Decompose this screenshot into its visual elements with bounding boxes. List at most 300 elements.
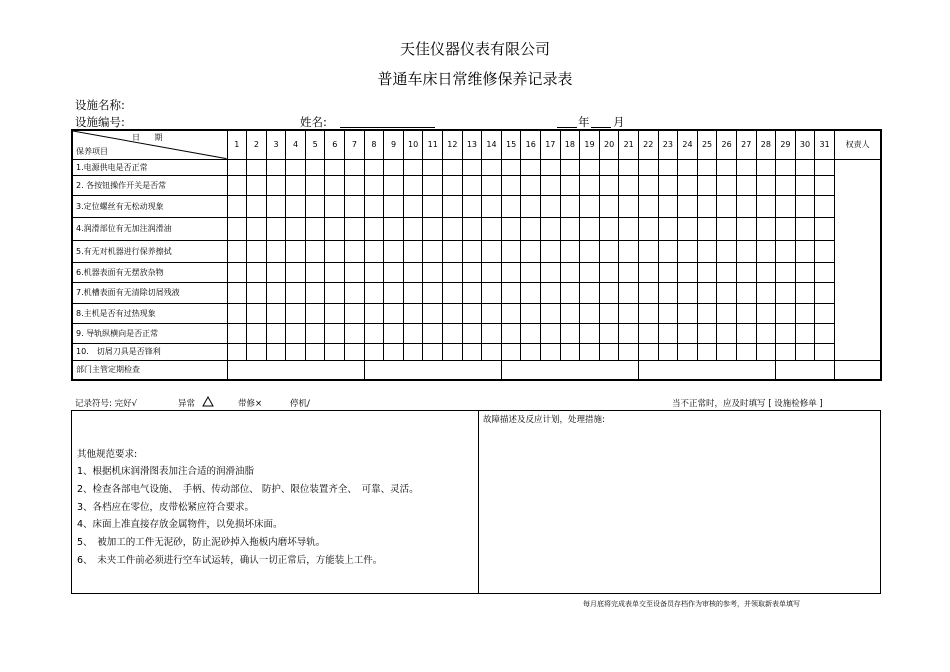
check-cell[interactable]	[697, 324, 717, 344]
check-cell[interactable]	[266, 159, 286, 176]
check-cell[interactable]	[756, 324, 776, 344]
check-cell[interactable]	[423, 343, 443, 360]
check-cell[interactable]	[599, 343, 619, 360]
check-cell[interactable]	[541, 196, 561, 218]
check-cell[interactable]	[599, 217, 619, 240]
check-cell[interactable]	[247, 262, 267, 282]
check-cell[interactable]	[795, 304, 815, 324]
check-cell[interactable]	[462, 240, 482, 262]
check-cell[interactable]	[286, 176, 306, 196]
check-cell[interactable]	[482, 217, 502, 240]
check-cell[interactable]	[736, 324, 756, 344]
check-cell[interactable]	[266, 324, 286, 344]
check-cell[interactable]	[815, 240, 835, 262]
check-cell[interactable]	[325, 176, 345, 196]
check-cell[interactable]	[345, 324, 365, 344]
check-cell[interactable]	[736, 176, 756, 196]
check-cell[interactable]	[325, 282, 345, 304]
check-cell[interactable]	[384, 176, 404, 196]
check-cell[interactable]	[658, 240, 678, 262]
check-cell[interactable]	[638, 159, 658, 176]
check-cell[interactable]	[482, 343, 502, 360]
check-cell[interactable]	[541, 262, 561, 282]
check-cell[interactable]	[717, 217, 737, 240]
check-cell[interactable]	[325, 196, 345, 218]
supervisor-owner-cell[interactable]	[834, 360, 881, 380]
check-cell[interactable]	[403, 240, 423, 262]
check-cell[interactable]	[541, 159, 561, 176]
check-cell[interactable]	[560, 262, 580, 282]
check-cell[interactable]	[776, 324, 796, 344]
check-cell[interactable]	[443, 304, 463, 324]
check-cell[interactable]	[756, 304, 776, 324]
check-cell[interactable]	[325, 217, 345, 240]
check-cell[interactable]	[736, 304, 756, 324]
check-cell[interactable]	[697, 159, 717, 176]
check-cell[interactable]	[815, 196, 835, 218]
check-cell[interactable]	[345, 159, 365, 176]
check-cell[interactable]	[815, 159, 835, 176]
check-cell[interactable]	[462, 176, 482, 196]
check-cell[interactable]	[227, 343, 247, 360]
check-cell[interactable]	[795, 159, 815, 176]
check-cell[interactable]	[443, 176, 463, 196]
check-cell[interactable]	[619, 176, 639, 196]
check-cell[interactable]	[305, 196, 325, 218]
check-cell[interactable]	[384, 304, 404, 324]
check-cell[interactable]	[756, 217, 776, 240]
check-cell[interactable]	[795, 282, 815, 304]
supervisor-check-cell[interactable]	[776, 360, 835, 380]
check-cell[interactable]	[286, 159, 306, 176]
check-cell[interactable]	[599, 304, 619, 324]
check-cell[interactable]	[619, 343, 639, 360]
check-cell[interactable]	[266, 176, 286, 196]
check-cell[interactable]	[423, 282, 443, 304]
check-cell[interactable]	[541, 343, 561, 360]
check-cell[interactable]	[364, 282, 384, 304]
check-cell[interactable]	[227, 324, 247, 344]
check-cell[interactable]	[736, 282, 756, 304]
check-cell[interactable]	[599, 240, 619, 262]
check-cell[interactable]	[325, 240, 345, 262]
check-cell[interactable]	[697, 176, 717, 196]
check-cell[interactable]	[247, 217, 267, 240]
check-cell[interactable]	[501, 262, 521, 282]
check-cell[interactable]	[736, 262, 756, 282]
check-cell[interactable]	[443, 217, 463, 240]
check-cell[interactable]	[776, 262, 796, 282]
check-cell[interactable]	[227, 282, 247, 304]
check-cell[interactable]	[756, 262, 776, 282]
check-cell[interactable]	[403, 217, 423, 240]
name-field[interactable]	[340, 127, 435, 128]
check-cell[interactable]	[580, 304, 600, 324]
check-cell[interactable]	[521, 262, 541, 282]
check-cell[interactable]	[678, 343, 698, 360]
check-cell[interactable]	[462, 343, 482, 360]
check-cell[interactable]	[560, 217, 580, 240]
check-cell[interactable]	[266, 282, 286, 304]
check-cell[interactable]	[541, 282, 561, 304]
check-cell[interactable]	[619, 196, 639, 218]
check-cell[interactable]	[305, 343, 325, 360]
check-cell[interactable]	[756, 159, 776, 176]
check-cell[interactable]	[795, 217, 815, 240]
check-cell[interactable]	[443, 240, 463, 262]
check-cell[interactable]	[384, 196, 404, 218]
check-cell[interactable]	[717, 159, 737, 176]
check-cell[interactable]	[501, 304, 521, 324]
check-cell[interactable]	[384, 324, 404, 344]
check-cell[interactable]	[580, 343, 600, 360]
check-cell[interactable]	[305, 324, 325, 344]
check-cell[interactable]	[678, 262, 698, 282]
check-cell[interactable]	[736, 196, 756, 218]
check-cell[interactable]	[521, 324, 541, 344]
check-cell[interactable]	[482, 324, 502, 344]
supervisor-check-cell[interactable]	[227, 360, 364, 380]
check-cell[interactable]	[227, 159, 247, 176]
check-cell[interactable]	[580, 176, 600, 196]
check-cell[interactable]	[638, 240, 658, 262]
check-cell[interactable]	[776, 217, 796, 240]
check-cell[interactable]	[697, 196, 717, 218]
check-cell[interactable]	[482, 176, 502, 196]
check-cell[interactable]	[501, 159, 521, 176]
check-cell[interactable]	[521, 196, 541, 218]
check-cell[interactable]	[795, 176, 815, 196]
check-cell[interactable]	[658, 304, 678, 324]
check-cell[interactable]	[403, 343, 423, 360]
check-cell[interactable]	[795, 343, 815, 360]
check-cell[interactable]	[247, 282, 267, 304]
check-cell[interactable]	[443, 196, 463, 218]
check-cell[interactable]	[266, 304, 286, 324]
check-cell[interactable]	[286, 196, 306, 218]
check-cell[interactable]	[462, 262, 482, 282]
check-cell[interactable]	[580, 324, 600, 344]
check-cell[interactable]	[286, 304, 306, 324]
check-cell[interactable]	[247, 240, 267, 262]
check-cell[interactable]	[776, 240, 796, 262]
check-cell[interactable]	[658, 159, 678, 176]
check-cell[interactable]	[305, 176, 325, 196]
check-cell[interactable]	[541, 240, 561, 262]
check-cell[interactable]	[560, 240, 580, 262]
check-cell[interactable]	[619, 262, 639, 282]
check-cell[interactable]	[345, 282, 365, 304]
check-cell[interactable]	[443, 262, 463, 282]
check-cell[interactable]	[599, 159, 619, 176]
check-cell[interactable]	[247, 159, 267, 176]
check-cell[interactable]	[364, 159, 384, 176]
check-cell[interactable]	[756, 240, 776, 262]
check-cell[interactable]	[599, 196, 619, 218]
check-cell[interactable]	[599, 282, 619, 304]
check-cell[interactable]	[619, 324, 639, 344]
check-cell[interactable]	[541, 217, 561, 240]
check-cell[interactable]	[423, 240, 443, 262]
check-cell[interactable]	[501, 196, 521, 218]
check-cell[interactable]	[638, 343, 658, 360]
check-cell[interactable]	[286, 343, 306, 360]
check-cell[interactable]	[521, 343, 541, 360]
check-cell[interactable]	[619, 282, 639, 304]
check-cell[interactable]	[580, 240, 600, 262]
check-cell[interactable]	[756, 196, 776, 218]
check-cell[interactable]	[482, 304, 502, 324]
check-cell[interactable]	[227, 262, 247, 282]
check-cell[interactable]	[286, 217, 306, 240]
check-cell[interactable]	[286, 282, 306, 304]
check-cell[interactable]	[717, 196, 737, 218]
check-cell[interactable]	[325, 324, 345, 344]
check-cell[interactable]	[658, 343, 678, 360]
check-cell[interactable]	[795, 262, 815, 282]
check-cell[interactable]	[482, 196, 502, 218]
check-cell[interactable]	[286, 240, 306, 262]
check-cell[interactable]	[305, 240, 325, 262]
check-cell[interactable]	[795, 196, 815, 218]
month-field[interactable]	[591, 127, 611, 128]
check-cell[interactable]	[501, 282, 521, 304]
check-cell[interactable]	[717, 343, 737, 360]
check-cell[interactable]	[227, 196, 247, 218]
check-cell[interactable]	[678, 240, 698, 262]
check-cell[interactable]	[638, 217, 658, 240]
check-cell[interactable]	[325, 159, 345, 176]
check-cell[interactable]	[815, 262, 835, 282]
check-cell[interactable]	[227, 240, 247, 262]
check-cell[interactable]	[305, 159, 325, 176]
check-cell[interactable]	[364, 176, 384, 196]
check-cell[interactable]	[560, 159, 580, 176]
check-cell[interactable]	[423, 196, 443, 218]
check-cell[interactable]	[443, 324, 463, 344]
check-cell[interactable]	[697, 262, 717, 282]
check-cell[interactable]	[227, 304, 247, 324]
check-cell[interactable]	[795, 240, 815, 262]
check-cell[interactable]	[443, 159, 463, 176]
check-cell[interactable]	[364, 240, 384, 262]
check-cell[interactable]	[541, 176, 561, 196]
check-cell[interactable]	[560, 196, 580, 218]
check-cell[interactable]	[678, 324, 698, 344]
check-cell[interactable]	[403, 282, 423, 304]
check-cell[interactable]	[795, 324, 815, 344]
check-cell[interactable]	[619, 240, 639, 262]
check-cell[interactable]	[658, 324, 678, 344]
check-cell[interactable]	[501, 240, 521, 262]
check-cell[interactable]	[423, 324, 443, 344]
check-cell[interactable]	[678, 159, 698, 176]
check-cell[interactable]	[658, 282, 678, 304]
check-cell[interactable]	[403, 176, 423, 196]
check-cell[interactable]	[423, 217, 443, 240]
check-cell[interactable]	[560, 176, 580, 196]
check-cell[interactable]	[638, 282, 658, 304]
check-cell[interactable]	[247, 196, 267, 218]
check-cell[interactable]	[403, 196, 423, 218]
check-cell[interactable]	[599, 262, 619, 282]
check-cell[interactable]	[560, 324, 580, 344]
check-cell[interactable]	[619, 217, 639, 240]
check-cell[interactable]	[776, 196, 796, 218]
check-cell[interactable]	[776, 343, 796, 360]
check-cell[interactable]	[462, 324, 482, 344]
check-cell[interactable]	[345, 176, 365, 196]
check-cell[interactable]	[560, 304, 580, 324]
check-cell[interactable]	[717, 240, 737, 262]
check-cell[interactable]	[658, 217, 678, 240]
check-cell[interactable]	[286, 262, 306, 282]
check-cell[interactable]	[364, 262, 384, 282]
check-cell[interactable]	[658, 262, 678, 282]
check-cell[interactable]	[638, 196, 658, 218]
check-cell[interactable]	[697, 282, 717, 304]
check-cell[interactable]	[619, 159, 639, 176]
check-cell[interactable]	[580, 159, 600, 176]
check-cell[interactable]	[423, 159, 443, 176]
check-cell[interactable]	[403, 304, 423, 324]
check-cell[interactable]	[345, 196, 365, 218]
check-cell[interactable]	[736, 217, 756, 240]
check-cell[interactable]	[345, 240, 365, 262]
supervisor-check-cell[interactable]	[638, 360, 775, 380]
check-cell[interactable]	[364, 304, 384, 324]
check-cell[interactable]	[247, 343, 267, 360]
check-cell[interactable]	[815, 324, 835, 344]
check-cell[interactable]	[678, 176, 698, 196]
check-cell[interactable]	[345, 304, 365, 324]
check-cell[interactable]	[266, 343, 286, 360]
check-cell[interactable]	[580, 262, 600, 282]
check-cell[interactable]	[266, 240, 286, 262]
check-cell[interactable]	[580, 282, 600, 304]
check-cell[interactable]	[305, 217, 325, 240]
check-cell[interactable]	[521, 159, 541, 176]
check-cell[interactable]	[364, 217, 384, 240]
check-cell[interactable]	[266, 196, 286, 218]
check-cell[interactable]	[345, 217, 365, 240]
check-cell[interactable]	[384, 343, 404, 360]
check-cell[interactable]	[580, 217, 600, 240]
check-cell[interactable]	[501, 217, 521, 240]
check-cell[interactable]	[482, 262, 502, 282]
check-cell[interactable]	[541, 304, 561, 324]
check-cell[interactable]	[717, 282, 737, 304]
check-cell[interactable]	[638, 304, 658, 324]
check-cell[interactable]	[638, 262, 658, 282]
check-cell[interactable]	[443, 282, 463, 304]
check-cell[interactable]	[717, 324, 737, 344]
check-cell[interactable]	[756, 176, 776, 196]
check-cell[interactable]	[403, 262, 423, 282]
check-cell[interactable]	[364, 324, 384, 344]
check-cell[interactable]	[462, 304, 482, 324]
check-cell[interactable]	[325, 262, 345, 282]
check-cell[interactable]	[756, 282, 776, 304]
owner-cell[interactable]	[834, 159, 881, 360]
check-cell[interactable]	[266, 217, 286, 240]
year-field[interactable]	[557, 127, 577, 128]
check-cell[interactable]	[462, 196, 482, 218]
check-cell[interactable]	[599, 176, 619, 196]
check-cell[interactable]	[521, 240, 541, 262]
check-cell[interactable]	[678, 196, 698, 218]
check-cell[interactable]	[521, 176, 541, 196]
check-cell[interactable]	[776, 304, 796, 324]
check-cell[interactable]	[560, 343, 580, 360]
check-cell[interactable]	[482, 159, 502, 176]
check-cell[interactable]	[227, 176, 247, 196]
check-cell[interactable]	[580, 196, 600, 218]
supervisor-check-cell[interactable]	[364, 360, 501, 380]
check-cell[interactable]	[501, 176, 521, 196]
check-cell[interactable]	[717, 304, 737, 324]
check-cell[interactable]	[736, 240, 756, 262]
check-cell[interactable]	[756, 343, 776, 360]
check-cell[interactable]	[776, 176, 796, 196]
check-cell[interactable]	[305, 282, 325, 304]
check-cell[interactable]	[638, 176, 658, 196]
check-cell[interactable]	[815, 343, 835, 360]
check-cell[interactable]	[384, 282, 404, 304]
check-cell[interactable]	[364, 196, 384, 218]
check-cell[interactable]	[384, 159, 404, 176]
supervisor-check-cell[interactable]	[501, 360, 638, 380]
check-cell[interactable]	[286, 324, 306, 344]
check-cell[interactable]	[541, 324, 561, 344]
check-cell[interactable]	[266, 262, 286, 282]
check-cell[interactable]	[423, 262, 443, 282]
check-cell[interactable]	[482, 282, 502, 304]
check-cell[interactable]	[521, 304, 541, 324]
check-cell[interactable]	[403, 324, 423, 344]
check-cell[interactable]	[717, 262, 737, 282]
check-cell[interactable]	[815, 217, 835, 240]
check-cell[interactable]	[697, 304, 717, 324]
check-cell[interactable]	[619, 304, 639, 324]
check-cell[interactable]	[247, 304, 267, 324]
check-cell[interactable]	[678, 282, 698, 304]
check-cell[interactable]	[482, 240, 502, 262]
check-cell[interactable]	[815, 176, 835, 196]
check-cell[interactable]	[345, 343, 365, 360]
check-cell[interactable]	[423, 304, 443, 324]
check-cell[interactable]	[305, 304, 325, 324]
check-cell[interactable]	[697, 217, 717, 240]
check-cell[interactable]	[776, 159, 796, 176]
check-cell[interactable]	[247, 324, 267, 344]
check-cell[interactable]	[638, 324, 658, 344]
check-cell[interactable]	[697, 343, 717, 360]
check-cell[interactable]	[560, 282, 580, 304]
check-cell[interactable]	[462, 282, 482, 304]
check-cell[interactable]	[658, 176, 678, 196]
fault-description-field[interactable]	[483, 427, 875, 589]
check-cell[interactable]	[815, 304, 835, 324]
check-cell[interactable]	[521, 282, 541, 304]
check-cell[interactable]	[501, 324, 521, 344]
check-cell[interactable]	[462, 217, 482, 240]
check-cell[interactable]	[501, 343, 521, 360]
check-cell[interactable]	[815, 282, 835, 304]
check-cell[interactable]	[325, 343, 345, 360]
check-cell[interactable]	[443, 343, 463, 360]
check-cell[interactable]	[247, 176, 267, 196]
